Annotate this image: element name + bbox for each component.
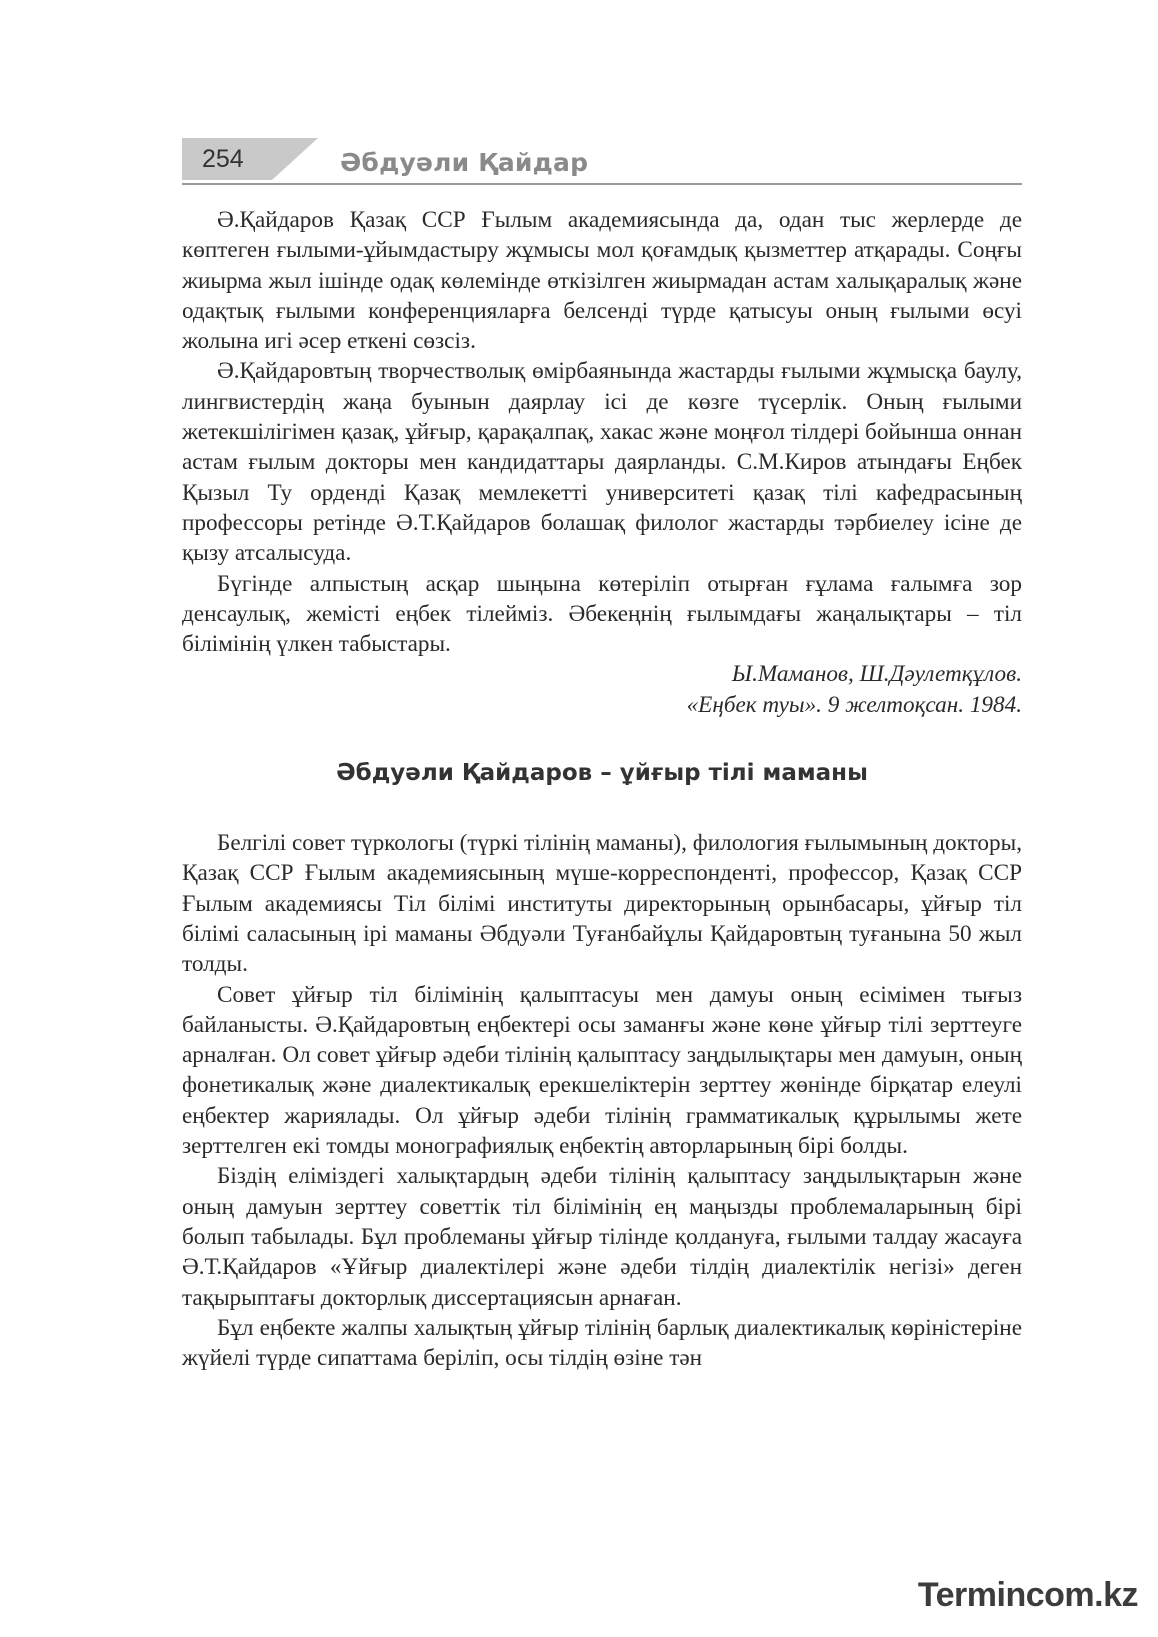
- page-header: [182, 138, 1022, 188]
- article1-paragraph-3: Бүгінде алпыстың асқар шыңына көтеріліп отырған ғұлама ғалымға зор денсаулық, жемісті еңбек тілейміз. Әбекеңнің ғылымдағы жаңалықтары – тіл білімінің үлкен табыстары.: [182, 570, 1022, 658]
- page-number: 254: [202, 145, 244, 173]
- article2-paragraph-4: Бұл еңбекте жалпы халықтың ұйғыр тілінің барлық диалектикалық көріністеріне жүйелі түрде сипаттама беріліп, осы тілдің өзіне тән: [182, 1314, 1022, 1372]
- signature-source: «Еңбек туы». 9 желтоқсан. 1984.: [686, 691, 1022, 718]
- running-title: Әбдуәли Қайдар: [340, 148, 589, 177]
- site-watermark: Termincom.kz: [917, 1576, 1138, 1614]
- article2-paragraph-3: Біздің еліміздегі халықтардың әдеби тілінің қалыптасу заңдылықтарын және оның дамуын зерттеу советтік тіл білімінің ең маңызды проблемаларының бірі болып табылады. Бұл проблеманы ұйғыр тілінде қолдануға, ғылыми талдау жасауға Ә.Т.Қайдаров «Ұйғыр диалектілері және әдеби тілдің диалектілік негізі» деген тақырыптағы докторлық диссертациясын арнаған.: [182, 1163, 1022, 1311]
- article2-paragraph-2: Совет ұйғыр тіл білімінің қалыптасуы мен дамуы оның есімімен тығыз байланысты. Ә.Қайдаровтың еңбектері осы заманғы және көне ұйғыр тілі зерттеуге арналған. Ол совет ұйғыр әдеби тілінің қалыптасу заңдылықтары мен дамуын, оның фонетикалық және диалектикалық ерекшеліктерін зерттеу жөнінде бірқатар елеулі еңбектер жариялады. Ол ұйғыр әдеби тілінің грамматикалық құрылымы жете зерттелген екі томды монографиялық еңбектің авторларының бірі болды.: [182, 981, 1022, 1160]
- article1-paragraph-1: Ә.Қайдаров Қазақ ССР Ғылым академиясында да, одан тыс жерлерде де көптеген ғылыми-ұйымдастыру жұмысы мол қоғамдық қызметтер атқарады. Соңғы жиырма жыл ішінде одақ көлемінде өткізілген жиырмадан астам халықаралық және одақтық ғылыми конференцияларға белсенді түрде қатысуы оның ғылыми өсуі жолына игі әсер еткені сөзсіз.: [182, 207, 1022, 355]
- article1-paragraph-2: Ә.Қайдаровтың творчестволық өмірбаянында жастарды ғылыми жұмысқа баулу, лингвистердің жаңа буынын даярлау ісі де көзге түсерлік. Оның ғылыми жетекшілігімен қазақ, ұйғыр, қарақалпақ, хакас және моңғол тілдері бойынша оннан астам ғылым докторы мен кандидаттары даярланды. С.М.Киров атындағы Еңбек Қызыл Ту орденді Қазақ мемлекетті университеті қазақ тілі кафедрасының профессоры ретінде Ә.Т.Қайдаров болашақ филолог жастарды тәрбиелеу ісіне де қызу атсалысуда.: [182, 358, 1022, 567]
- signature-authors: Ы.Маманов, Ш.Дәулетқұлов.: [731, 661, 1022, 688]
- article2-paragraph-1: Белгілі совет түркологы (түркі тілінің маманы), филология ғылымының докторы, Қазақ ССР Ғылым академиясының мүше-корреспонденті, профессор, Қазақ ССР Ғылым академиясы Тіл білімі институты директорының орынбасары, ұйғыр тіл білімі саласының ірі маманы Әбдуәли Туғанбайұлы Қайдаровтың туғанына 50 жыл толды.: [182, 830, 1022, 978]
- page-tab-wedge: [272, 138, 318, 180]
- header-rule: [182, 183, 1022, 185]
- section-title: Әбдуәли Қайдаров – ұйғыр тілі маманы: [336, 760, 868, 787]
- page-body: [182, 205, 1022, 1373]
